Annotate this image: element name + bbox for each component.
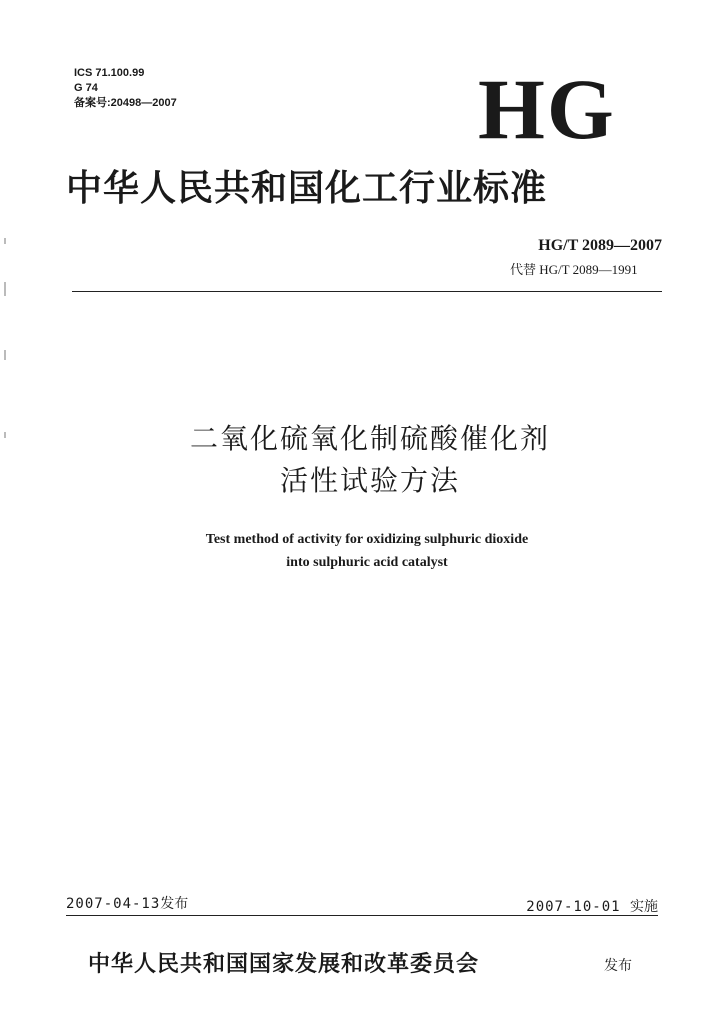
classification-codes [74,66,177,111]
hg-logo: HG [478,61,616,157]
title-en-line2: into sulphuric acid catalyst [286,555,448,570]
issuing-label: 发布 [604,958,632,974]
issue-date-value: 2007-04-13 [66,896,161,912]
standard-number: HG/T 2089—2007 [538,237,662,254]
ics-code: ICS 71.100.99 [74,67,145,79]
scan-artifact [4,282,6,296]
ccs-code: G 74 [74,82,98,94]
issue-label: 发布 [160,896,189,912]
industry-standard-heading: 中华人民共和国化工行业标准 [66,167,548,209]
record-number: 备案号:20498—2007 [74,97,177,109]
implementation-label: 实施 [630,899,658,915]
scan-artifact [4,350,6,360]
header-divider [72,291,662,292]
scan-artifact [4,432,6,438]
footer-divider [66,915,658,916]
issue-date [66,893,188,913]
implementation-date-value: 2007-10-01 [526,899,621,915]
title-cn-line1: 二氧化硫氧化制硫酸催化剂 [189,422,550,455]
title-en-line1: Test method of activity for oxidizing sulphuric dioxide [205,532,529,547]
issuing-authority: 中华人民共和国国家发展和改革委员会 [88,951,480,977]
title-cn-line2: 活性试验方法 [279,464,460,497]
implementation-date [526,896,658,916]
replaces-standard: 代替 HG/T 2089—1991 [510,262,638,277]
scan-artifact [4,238,6,244]
